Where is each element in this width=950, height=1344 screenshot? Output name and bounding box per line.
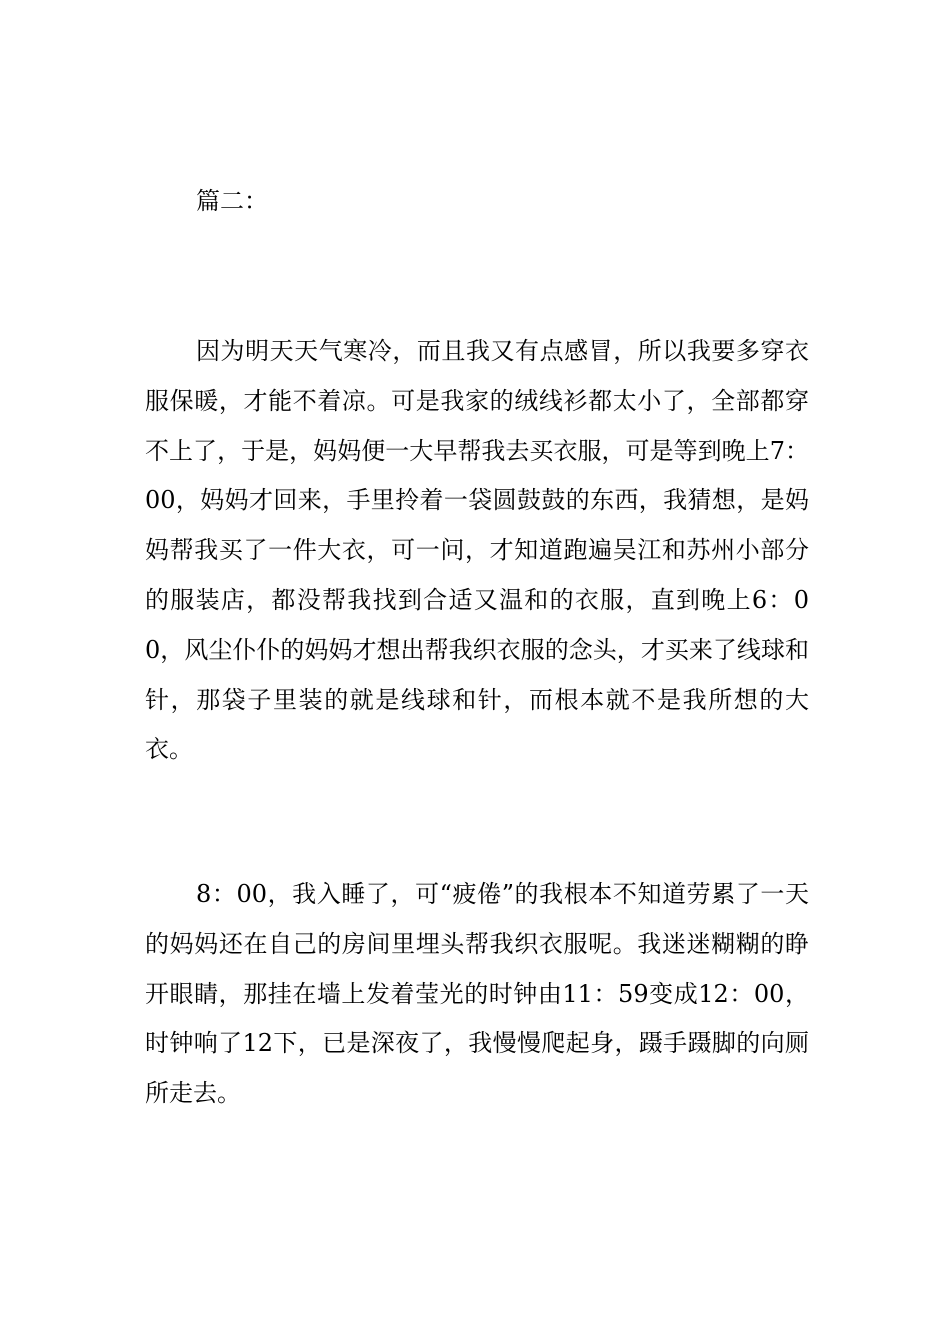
section-heading: 篇二： <box>196 187 268 215</box>
paragraph-1: 因为明天天气寒冷，而且我又有点感冒，所以我要多穿衣服保暖，才能不着凉。可是我家的绒线衫都太小了，全部都穿不上了，于是，妈妈便一大早帮我去买衣服，可是等到晚上7：00，妈妈才回来，手里拎着一袋圆鼓鼓的东西，我猜想，是妈妈帮我买了一件大衣，可一问，才知道跑遍吴江和苏州小部分的服装店，都没帮我找到合适又温和的衣服，直到晚上6：00，风尘仆仆的妈妈才想出帮我织衣服的念头，才买来了线球和针，那袋子里装的就是线球和针，而根本就不是我所想的大衣。 <box>145 337 809 764</box>
paragraph-2: 8：00，我入睡了，可“疲倦”的我根本不知道劳累了一天的妈妈还在自己的房间里埋头帮我织衣服呢。我迷迷糊糊的睁开眼睛，那挂在墙上发着莹光的时钟由11：59变成12：00，时钟响了12下，已是深夜了，我慢慢爬起身，蹑手蹑脚的向厕所走去。 <box>145 880 809 1108</box>
